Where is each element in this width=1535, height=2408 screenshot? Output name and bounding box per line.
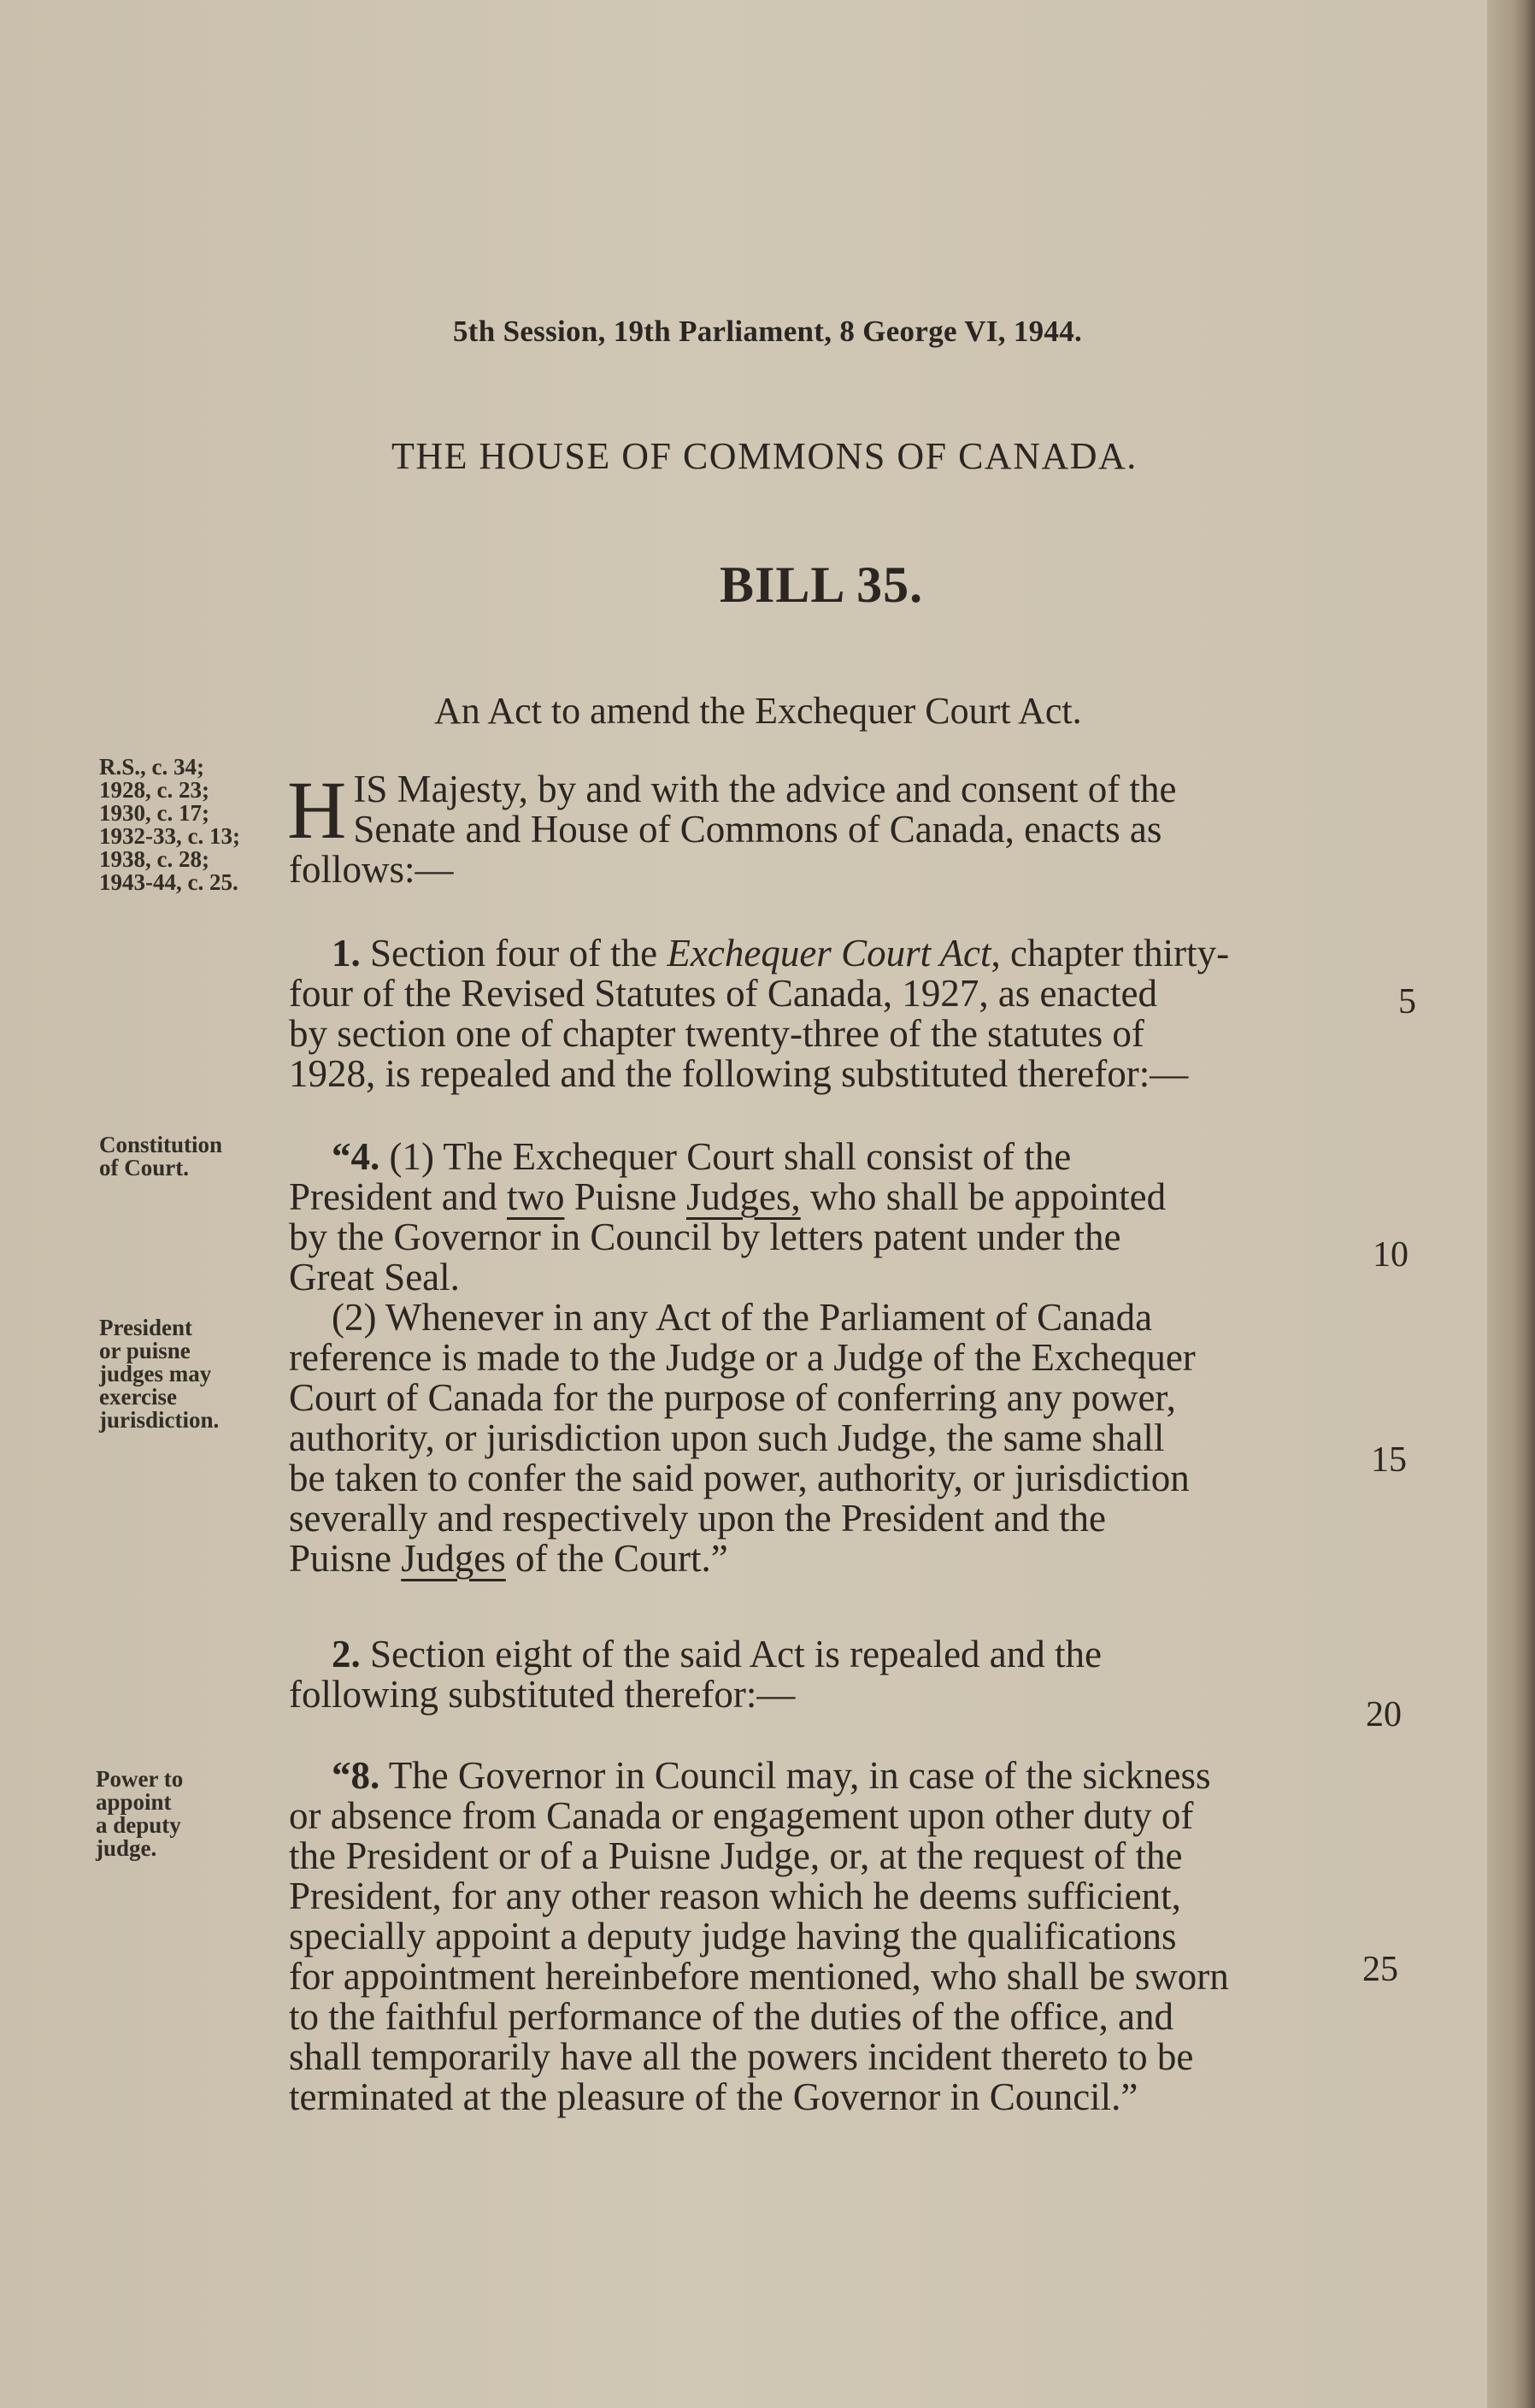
margin-note-constitution xyxy=(99,1133,222,1180)
page-spine-edge xyxy=(1487,0,1535,2408)
text-span: President and xyxy=(289,1175,497,1218)
bill-title: BILL 35. xyxy=(720,556,924,613)
text-span: Section eight of the said Act is repealed and the xyxy=(370,1633,1102,1675)
house-heading: THE HOUSE OF COMMONS OF CANADA. xyxy=(391,435,1138,477)
text-line: 1928, is repealed and the following substituted therefor:— xyxy=(289,1052,1189,1095)
margin-citations xyxy=(99,756,240,894)
text-span: Section four of the xyxy=(370,932,658,974)
margin-note-line: a deputy xyxy=(96,1812,181,1838)
margin-note-line: Power to xyxy=(96,1766,184,1792)
text-line: terminated at the pleasure of the Governor in Council.” xyxy=(289,2075,1138,2118)
citation-line: 1932-33, c. 13; xyxy=(99,823,240,849)
citation-line: 1930, c. 17; xyxy=(99,800,209,826)
text-line: President, for any other reason which he deems sufficient, xyxy=(289,1875,1181,1917)
text-span: , chapter thirty- xyxy=(991,932,1230,974)
line-number: 5 xyxy=(1398,982,1416,1021)
text-line: the President or of a Puisne Judge, or, at the request of the xyxy=(289,1834,1183,1877)
section-number: “8. xyxy=(332,1754,380,1797)
underlined-word: Judges xyxy=(401,1537,506,1580)
margin-note-line: Constitution xyxy=(99,1132,223,1157)
act-title: An Act to amend the Exchequer Court Act. xyxy=(434,690,1082,732)
margin-note-line: judges may xyxy=(99,1361,212,1387)
text-span: who shall be appointed xyxy=(809,1175,1167,1218)
underlined-word: Judges, xyxy=(685,1175,801,1218)
text-line: Senate and House of Commons of Canada, enacts as xyxy=(353,808,1162,851)
text-line: severally and respectively upon the President and the xyxy=(289,1497,1106,1540)
drop-cap: H xyxy=(287,764,347,856)
text-line: to the faithful performance of the duties of the office, and xyxy=(289,1995,1174,2038)
text-line: shall temporarily have all the powers incident thereto to be xyxy=(289,2035,1194,2078)
margin-note-president xyxy=(99,1316,219,1432)
text-line: authority, or jurisdiction upon such Judge, the same shall xyxy=(289,1416,1165,1459)
text-span: The Governor in Council may, in case of the sickness xyxy=(388,1754,1211,1797)
text-line xyxy=(289,933,1357,974)
margin-note-line: exercise xyxy=(99,1384,177,1410)
citation-line: 1938, c. 28; xyxy=(99,846,209,872)
text-line: Court of Canada for the purpose of conferring any power, xyxy=(289,1376,1176,1419)
margin-note-line: or puisne xyxy=(99,1338,191,1363)
text-line: by section one of chapter twenty-three of the statutes of xyxy=(289,1012,1144,1055)
section-number: “4. xyxy=(332,1135,380,1178)
margin-note-line: jurisdiction. xyxy=(99,1407,220,1433)
text-line: by the Governor in Council by letters patent under the xyxy=(289,1216,1121,1258)
margin-note-power xyxy=(96,1768,183,1860)
session-heading: 5th Session, 19th Parliament, 8 George VI, 1944. xyxy=(453,315,1083,348)
margin-note-line: judge. xyxy=(96,1835,157,1861)
line-number: 15 xyxy=(1371,1440,1407,1480)
text-line: four of the Revised Statutes of Canada, 1927, as enacted xyxy=(289,972,1157,1015)
text-span: of the Court.” xyxy=(515,1537,728,1580)
text-line: for appointment hereinbefore mentioned, who shall be sworn xyxy=(289,1955,1229,1998)
section-4 xyxy=(289,1137,1357,1579)
text-line: or absence from Canada or engagement upon other duty of xyxy=(289,1794,1194,1837)
text-line: follows:— xyxy=(289,848,454,891)
text-line xyxy=(289,1634,1357,1675)
text-line xyxy=(289,1756,1357,1796)
section-number: 1. xyxy=(332,932,361,974)
text-line: following substituted therefor:— xyxy=(289,1673,796,1716)
line-number: 20 xyxy=(1366,1695,1402,1734)
text-line: (2) Whenever in any Act of the Parliament of Canada xyxy=(332,1296,1153,1339)
section-1 xyxy=(289,933,1357,1094)
text-line xyxy=(289,1137,1357,1177)
citation-line: 1943-44, c. 25. xyxy=(99,869,238,895)
text-line xyxy=(289,1539,1357,1579)
section-number: 2. xyxy=(332,1633,361,1675)
text-line: reference is made to the Judge or a Judge of the Exchequer xyxy=(289,1336,1196,1379)
text-line: Great Seal. xyxy=(289,1256,460,1298)
citation-line: 1928, c. 23; xyxy=(99,777,209,803)
section-2 xyxy=(289,1634,1357,1715)
text-line: be taken to confer the said power, authority, or jurisdiction xyxy=(289,1457,1190,1499)
enacting-clause xyxy=(287,764,1357,891)
line-number: 10 xyxy=(1373,1235,1409,1275)
text-line xyxy=(289,1177,1357,1217)
text-span: IS Majesty, by and with the advice and consent of the xyxy=(353,768,1177,810)
underlined-word: two xyxy=(506,1175,565,1218)
text-line xyxy=(353,769,1357,810)
margin-note-line: appoint xyxy=(96,1789,172,1815)
text-span: (1) The Exchequer Court shall consist of the xyxy=(389,1135,1072,1178)
citation-line: R.S., c. 34; xyxy=(99,754,204,780)
text-span: Puisne xyxy=(573,1175,677,1218)
line-number: 25 xyxy=(1362,1950,1398,1989)
text-line: specially appoint a deputy judge having the qualifications xyxy=(289,1915,1177,1958)
margin-note-line: President xyxy=(99,1315,192,1340)
act-name-italic: Exchequer Court Act xyxy=(667,932,991,974)
text-span: Puisne xyxy=(289,1537,392,1580)
section-8 xyxy=(289,1756,1357,2117)
margin-note-line: of Court. xyxy=(99,1155,189,1180)
